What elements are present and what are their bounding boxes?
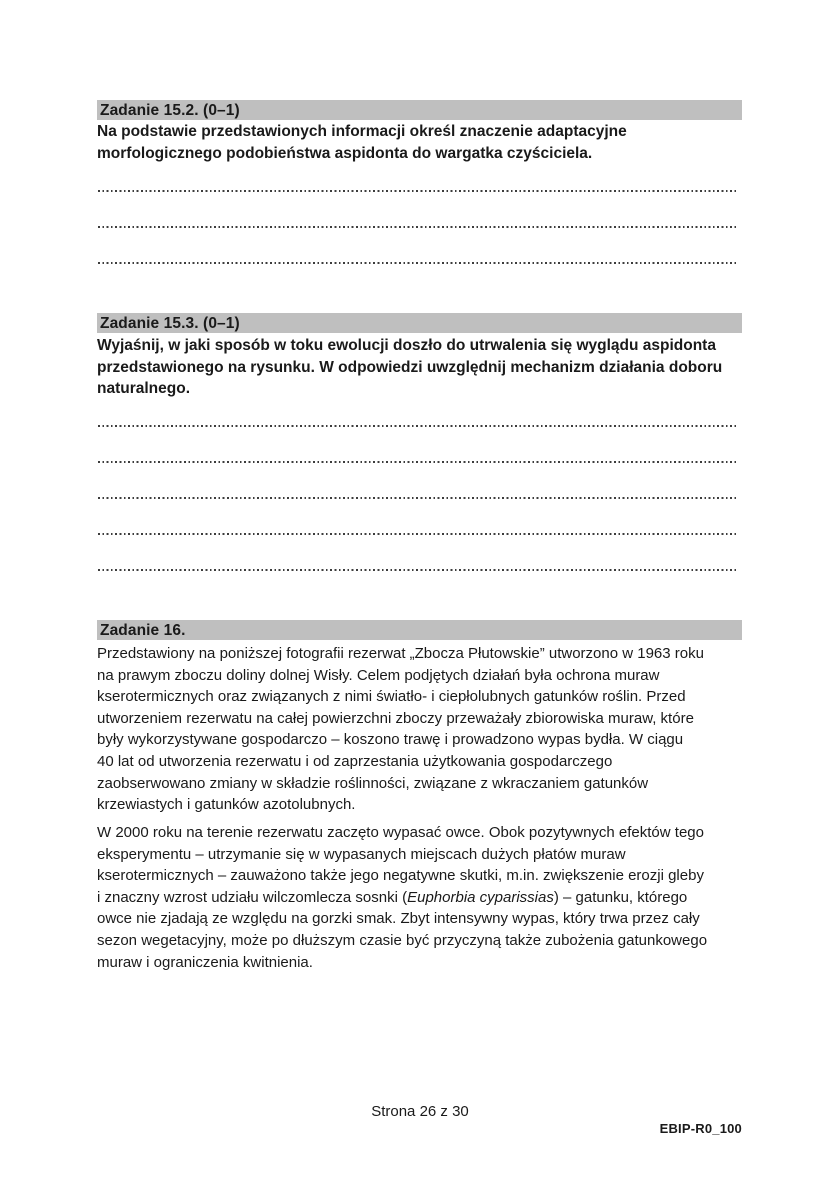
task-16-paragraph-2 [97, 822, 742, 973]
answer-dotted-line [98, 427, 738, 463]
text-line: krzewiastych i gatunków azotolubnych. [97, 796, 356, 814]
text-line: naturalnego. [97, 380, 191, 397]
text-line: Na podstawie przedstawionych informacji określ znaczenie adaptacyjne [97, 123, 627, 140]
answer-dotted-line [98, 192, 738, 228]
text-line: sezon wegetacyjny, może po dłuższym czasie być przyczyną także zubożenia gatunkowego [97, 931, 708, 949]
text-line: na prawym zboczu doliny dolnej Wisły. Celem podjętych działań była ochrona muraw [97, 666, 660, 684]
task-16-paragraph-1 [97, 643, 742, 816]
text-line: zaobserwowano zmiany w składzie roślinności, związane z wkraczaniem gatunków [97, 774, 649, 792]
document-code: EBIP-R0_100 [659, 1121, 742, 1136]
task-15-3-header-bar [97, 313, 742, 333]
text-line: morfologicznego podobieństwa aspidonta do wargatka czyściciela. [97, 144, 593, 162]
task-15-3-instruction [97, 335, 742, 400]
text-line: i znaczny wzrost udziału wilczomlecza sosnki (Euphorbia cyparissias) – gatunku, którego [97, 888, 688, 906]
answer-dotted-line [98, 391, 738, 427]
task-16-header-label: Zadanie 16. [100, 622, 186, 639]
text-line: kserotermicznych – zauważono także jego negatywne skutki, m.in. zwiększenie erozji gleby [97, 867, 704, 885]
text-line: Przedstawiony na poniższej fotografii rezerwat „Zbocza Płutowskie” utworzono w 1963 roku [97, 645, 704, 662]
answer-dotted-line [98, 535, 738, 571]
text-line: owce nie zjadają ze względu na gorzki smak. Zbyt intensywny wypas, który trwa przez cały [97, 910, 700, 928]
task-15-3-answer-lines [98, 391, 738, 571]
task-15-2-header-bar [97, 100, 742, 120]
task-15-2-header-label: Zadanie 15.2. (0–1) [100, 102, 240, 119]
text-line: kserotermicznych oraz związanych z nimi światło- i ciepłolubnych gatunków roślin. Przed [97, 688, 686, 706]
text-line: W 2000 roku na terenie rezerwatu zaczęto wypasać owce. Obok pozytywnych efektów tego [97, 824, 704, 841]
task-15-3-header-label: Zadanie 15.3. (0–1) [100, 315, 240, 332]
text-line: były wykorzystywane gospodarczo – koszono trawę i prowadzono wypas bydła. W ciągu [97, 731, 684, 749]
answer-dotted-line [98, 228, 738, 264]
answer-dotted-line [98, 499, 738, 535]
text-line: utworzeniem rezerwatu na całej powierzchni zboczy przeważały zbiorowiska muraw, które [97, 709, 694, 727]
text-line: przedstawionego na rysunku. W odpowiedzi uwzględnij mechanizm działania doboru [97, 358, 723, 376]
answer-dotted-line [98, 463, 738, 499]
task-15-2-answer-lines [98, 156, 738, 264]
text-line: 40 lat od utworzenia rezerwatu i od zaprzestania użytkowania gospodarczego [97, 752, 613, 770]
page-number: Strona 26 z 30 [371, 1103, 469, 1120]
task-16-header-bar [97, 620, 742, 640]
text-line: muraw i ograniczenia kwitnienia. [97, 953, 313, 971]
text-line: eksperymentu – utrzymanie się w wypasanych miejscach dużych płatów muraw [97, 845, 626, 863]
text-line: Wyjaśnij, w jaki sposób w toku ewolucji doszło do utrwalenia się wyglądu aspidonta [97, 337, 716, 354]
answer-dotted-line [98, 156, 738, 192]
